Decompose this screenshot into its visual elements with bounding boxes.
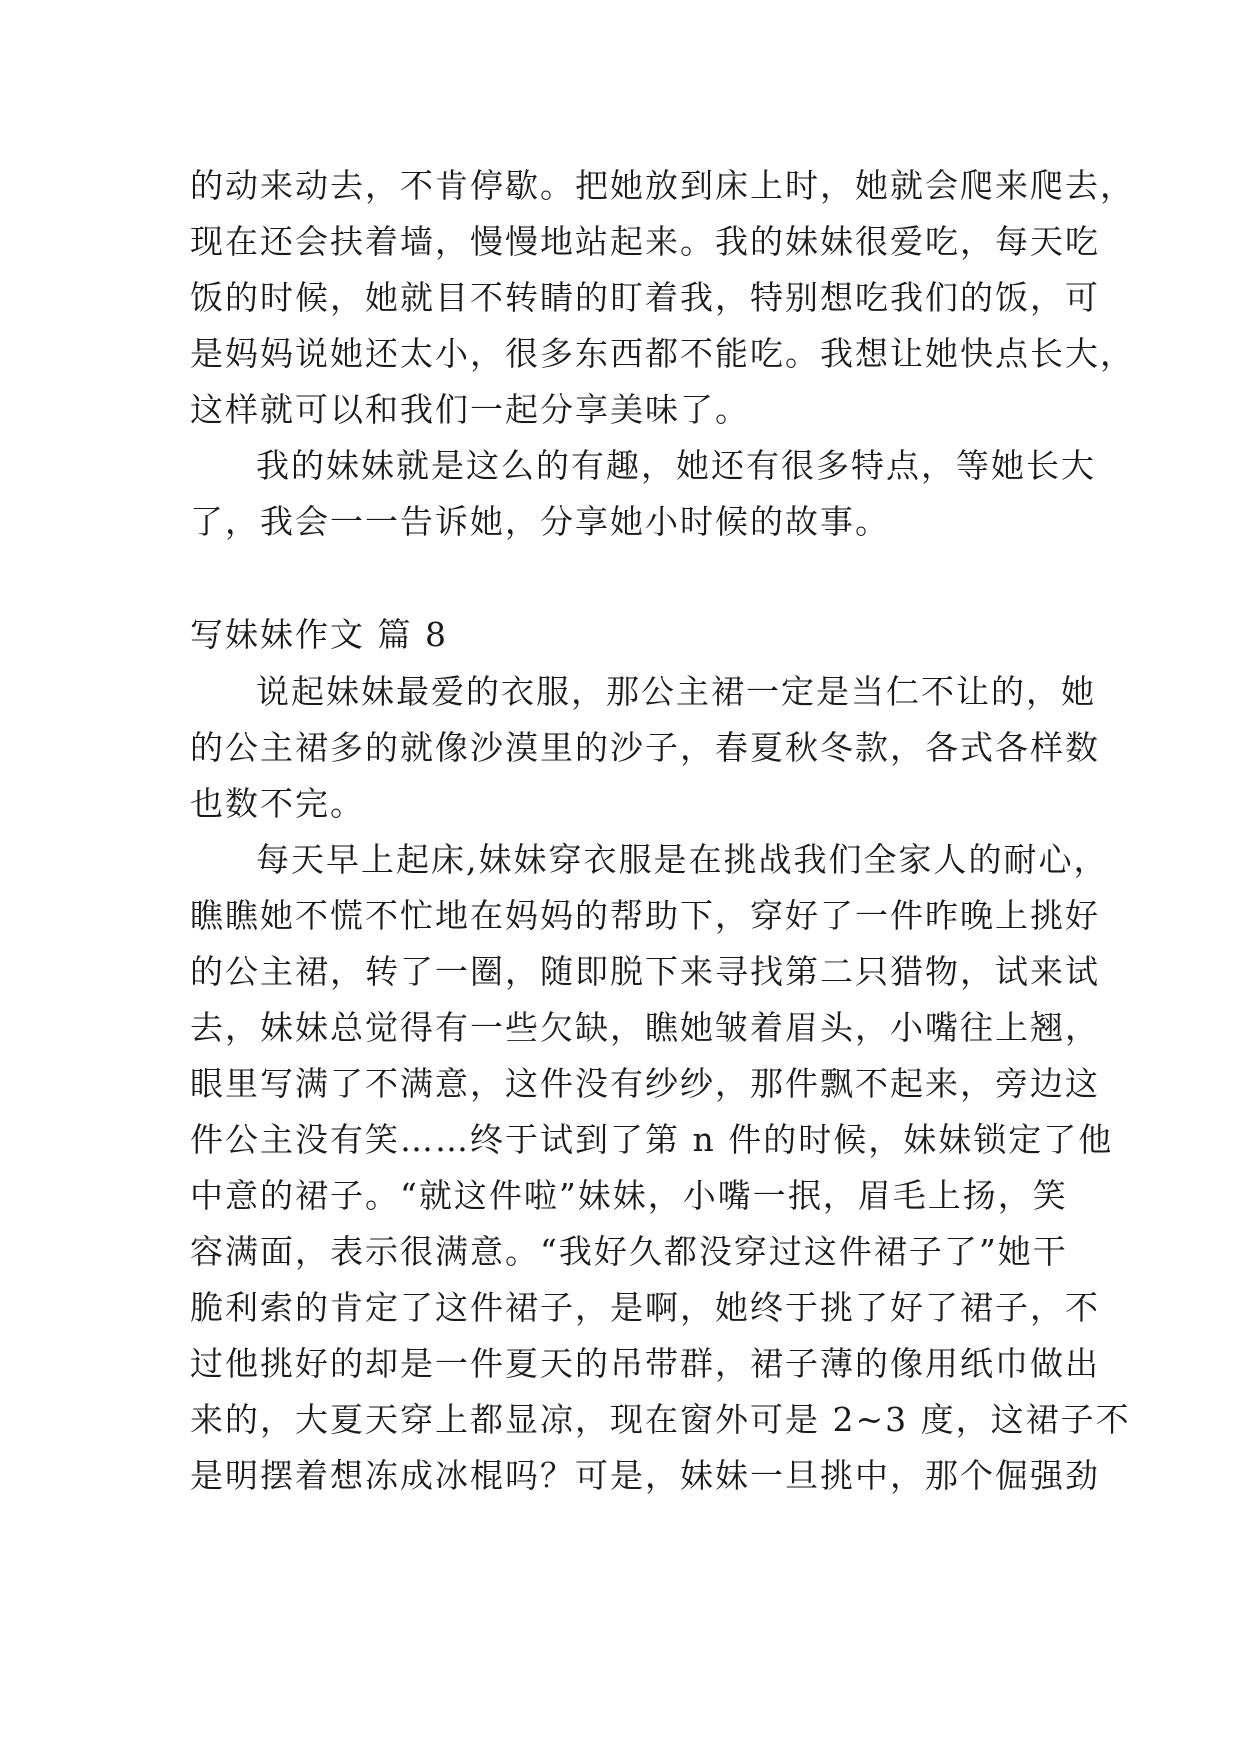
paragraph-continued — [190, 158, 1135, 438]
text-line: 现在还会扶着墙，慢慢地站起来。我的妹妹很爱吃，每天吃 — [190, 222, 1100, 261]
text-line: 每天早上起床,妹妹穿衣服是在挑战我们全家人的耐心， — [256, 840, 1109, 879]
text-line: 去，妹妹总觉得有一些欠缺，瞧她皱着眉头，小嘴往上翘， — [190, 1008, 1100, 1047]
text-line: 的公主裙，转了一圈，随即脱下来寻找第二只猎物，试来试 — [190, 952, 1100, 991]
paragraph-ending — [190, 438, 1096, 550]
text-line: 是明摆着想冻成冰棍吗？可是，妹妹一旦挑中，那个倔强劲 — [190, 1456, 1100, 1495]
section-heading: 写妹妹作文 篇 8 — [190, 615, 448, 654]
text-line: 了，我会一一告诉她，分享她小时候的故事。 — [190, 502, 890, 541]
text-line: 的公主裙多的就像沙漠里的沙子，春夏秋冬款，各式各样数 — [190, 728, 1100, 767]
paragraph-2 — [190, 832, 1131, 1504]
text-line: 过他挑好的却是一件夏天的吊带群，裙子薄的像用纸巾做出 — [190, 1344, 1100, 1383]
text-line: 也数不完。 — [190, 784, 365, 823]
section-spacer — [190, 550, 1060, 606]
text-line: 件公主没有笑……终于试到了第 n 件的时候，妹妹锁定了他 — [190, 1120, 1114, 1159]
text-line: 来的，大夏天穿上都显凉，现在窗外可是 2~3 度，这裙子不 — [190, 1400, 1131, 1439]
paragraph-1 — [190, 664, 1100, 832]
text-line: 饭的时候，她就目不转睛的盯着我，特别想吃我们的饭，可 — [190, 278, 1100, 317]
text-line: 脆利索的肯定了这件裙子，是啊，她终于挑了好了裙子，不 — [190, 1288, 1100, 1327]
text-line: 我的妹妹就是这么的有趣，她还有很多特点，等她长大 — [256, 446, 1096, 485]
document-body — [190, 158, 1135, 1504]
text-line: 的动来动去，不肯停歇。把她放到床上时，她就会爬来爬去， — [190, 166, 1135, 205]
text-line: 眼里写满了不满意，这件没有纱纱，那件飘不起来，旁边这 — [190, 1064, 1100, 1103]
text-line: 容满面，表示很满意。“我好久都没穿过这件裙子了”她干 — [190, 1232, 1068, 1271]
text-line: 中意的裙子。“就这件啦”妹妹，小嘴一抿，眉毛上扬，笑 — [190, 1176, 1068, 1215]
text-line: 是妈妈说她还太小，很多东西都不能吃。我想让她快点长大， — [190, 334, 1135, 373]
text-line: 瞧瞧她不慌不忙地在妈妈的帮助下，穿好了一件昨晚上挑好 — [190, 896, 1100, 935]
text-line: 这样就可以和我们一起分享美味了。 — [190, 390, 750, 429]
text-line: 说起妹妹最爱的衣服，那公主裙一定是当仁不让的，她 — [256, 672, 1096, 711]
